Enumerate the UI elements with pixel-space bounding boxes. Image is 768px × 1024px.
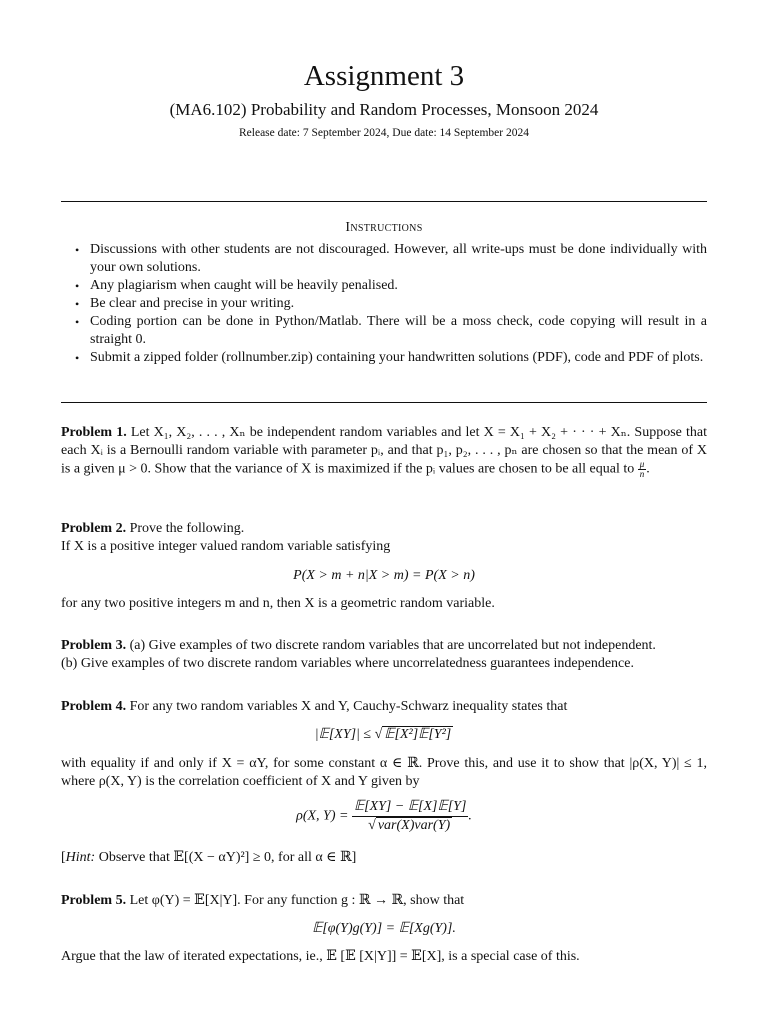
instructions-heading: Instructions: [345, 220, 423, 235]
instruction-item: • Submit a zipped folder (rollnumber.zip) containing your handwritten solutions (PDF), code and PDF of plots.: [61, 349, 707, 367]
problem-2-conclusion: for any two positive integers m and n, then X is a geometric random variable.: [61, 596, 495, 611]
problem-3: [61, 637, 707, 673]
problem-label: Problem 5.: [61, 893, 127, 908]
problem-part-a: (a) Give examples of two discrete random variables that are uncorrelated but not independent.: [129, 638, 656, 653]
problem-part-b: (b) Give examples of two discrete random variables where uncorrelatedness guarantees independence.: [61, 656, 634, 671]
problem-5-equation: 𝔼[φ(Y)g(Y)] = 𝔼[Xg(Y)].: [312, 921, 456, 936]
problem-label: Problem 3.: [61, 638, 127, 653]
cauchy-schwarz-equation: |𝔼[XY]| ≤ √ 𝔼[X²]𝔼[Y²]: [314, 727, 452, 742]
instruction-item: • Coding portion can be done in Python/Matlab. There will be a moss check, code copying will result in a straight 0.: [61, 313, 707, 349]
problem-text: If X is a positive integer valued random variable satisfying: [61, 539, 391, 554]
problem-text: Prove the following.: [129, 521, 245, 536]
problem-4-hint: [Hint: Observe that 𝔼[(X − αY)²] ≥ 0, for all α ∈ ℝ]: [61, 850, 357, 865]
release-due-dates: Release date: 7 September 2024, Due date: 14 September 2024: [239, 127, 529, 139]
instruction-item: • Discussions with other students are not discouraged. However, all write-ups must be done individually with your own solutions.: [61, 241, 707, 277]
problem-4-middle: with equality if and only if X = αY, for some constant α ∈ ℝ. Prove this, and use it to show that |ρ(X, Y)| ≤ 1, where ρ(X, Y) is the correlation coefficient of X and Y given by: [61, 756, 707, 789]
mu-over-n-fraction: $\frac{\mu}{n}$: [639, 459, 645, 479]
instruction-item: • Any plagiarism when caught will be heavily penalised.: [61, 277, 707, 295]
top-rule: [61, 201, 707, 202]
course-subtitle: (MA6.102) Probability and Random Processes, Monsoon 2024: [169, 100, 599, 119]
instructions-list: [61, 241, 707, 367]
problem-text: Let φ(Y) = 𝔼[X|Y]. For any function g : ℝ → ℝ, show that: [129, 893, 465, 908]
document-title: Assignment 3: [303, 60, 465, 92]
hint-label: Hint:: [65, 850, 96, 865]
problem-label: Problem 4.: [61, 699, 127, 714]
problem-label: Problem 1.: [61, 425, 127, 440]
problem-text: Let X₁, X₂, . . . , Xₙ be independent random variables and let X = X₁ + X₂ + · · · + Xₙ. Suppose that each Xᵢ is a Bernoulli random variable with parameter pᵢ, and that p₁, p₂, . . . , pₙ are chosen so that the mean of X is a given μ > 0. Show that the variance of X is maximized if the pᵢ values are chosen to be all equal to: [61, 425, 707, 477]
hint-text: Observe that 𝔼[(X − αY)²] ≥ 0, for all α ∈ ℝ]: [98, 850, 357, 865]
problem-5: [61, 892, 707, 910]
problem-4: [61, 698, 707, 716]
problem-5-conclusion: Argue that the law of iterated expectations, ie., 𝔼 [𝔼 [X|Y]] = 𝔼[X], is a special case of this.: [61, 949, 580, 964]
problem-label: Problem 2.: [61, 521, 127, 536]
correlation-coefficient-equation: ρ(X, Y) = $\frac{\text{𝔼[XY] − 𝔼[X]𝔼[Y]}}{\text{√ var(X)var(Y)}}$ .: [296, 799, 472, 833]
problem-2: [61, 520, 707, 556]
problem-2-equation: P(X > m + n|X > m) = P(X > n): [293, 568, 475, 583]
instruction-item: • Be clear and precise in your writing.: [61, 295, 707, 313]
problem-1: Problem 1. Let X₁, X₂, . . . , Xₙ be independent random variables and let X = X₁ + X₂ + · · · + Xₙ. Suppose that each Xᵢ is a Bernoulli random variable with parameter pᵢ, and that p₁, p₂, . . . , pₙ are chosen so that the mean of X is a given μ > 0. Show that the variance of X is maximized if the pᵢ values are chosen to be all equal to $\frac{\mu}{n}$ .: [61, 425, 707, 479]
bottom-rule: [61, 402, 707, 403]
problem-text: For any two random variables X and Y, Cauchy-Schwarz inequality states that: [129, 699, 568, 714]
